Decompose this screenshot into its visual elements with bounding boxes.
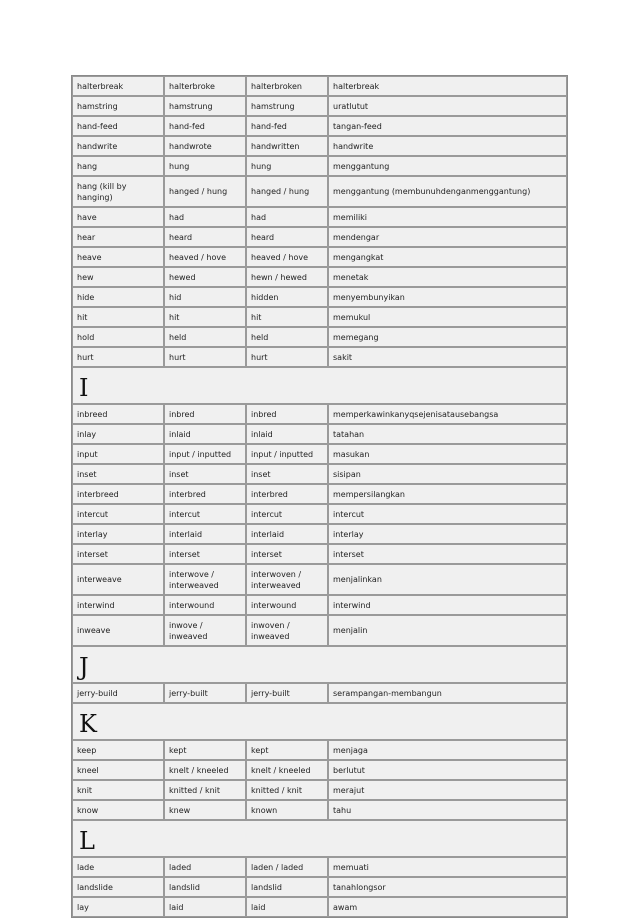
table-row [72,524,567,544]
base-form-cell: handwrite [72,136,164,156]
past-participle-cell: landslid [246,877,328,897]
table-row [72,227,567,247]
past-tense-cell: interset [164,544,246,564]
past-participle-cell: intercut [246,504,328,524]
translation-cell: memuati [328,857,567,877]
translation-cell: uratlutut [328,96,567,116]
translation-cell: tatahan [328,424,567,444]
past-tense-cell: heard [164,227,246,247]
base-form-cell: interbreed [72,484,164,504]
translation-cell: menjalin [328,615,567,646]
past-participle-cell: hamstrung [246,96,328,116]
base-form-cell: landslide [72,877,164,897]
past-participle-cell: interwoven / interweaved [246,564,328,595]
past-participle-cell: hurt [246,347,328,367]
past-tense-cell: hung [164,156,246,176]
base-form-cell: hide [72,287,164,307]
base-form-cell: knit [72,780,164,800]
translation-cell: memiliki [328,207,567,227]
base-form-cell: hang [72,156,164,176]
base-form-cell: keep [72,740,164,760]
translation-cell: handwrite [328,136,567,156]
past-tense-cell: inset [164,464,246,484]
past-participle-cell: inset [246,464,328,484]
base-form-cell: inlay [72,424,164,444]
base-form-cell: interweave [72,564,164,595]
base-form-cell: intercut [72,504,164,524]
past-tense-cell: halterbroke [164,76,246,96]
past-participle-cell: interset [246,544,328,564]
translation-cell: merajut [328,780,567,800]
base-form-cell: hew [72,267,164,287]
past-participle-cell: had [246,207,328,227]
base-form-cell: halterbreak [72,76,164,96]
base-form-cell: hamstring [72,96,164,116]
translation-cell: mendengar [328,227,567,247]
past-tense-cell: handwrote [164,136,246,156]
document-page [71,75,566,918]
base-form-cell: input [72,444,164,464]
translation-cell: tahu [328,800,567,820]
past-tense-cell: interwound [164,595,246,615]
table-row [72,464,567,484]
past-tense-cell: laded [164,857,246,877]
base-form-cell: know [72,800,164,820]
past-tense-cell: hewed [164,267,246,287]
past-tense-cell: knitted / knit [164,780,246,800]
past-tense-cell: interbred [164,484,246,504]
table-row [72,156,567,176]
past-tense-cell: interlaid [164,524,246,544]
base-form-cell: hand-feed [72,116,164,136]
section-letter-heading: K [72,703,567,740]
past-tense-cell: had [164,207,246,227]
table-row [72,424,567,444]
past-tense-cell: hit [164,307,246,327]
translation-cell: sakit [328,347,567,367]
translation-cell: memukul [328,307,567,327]
table-row [72,897,567,917]
past-tense-cell: inbred [164,404,246,424]
past-tense-cell: kept [164,740,246,760]
past-participle-cell: heaved / hove [246,247,328,267]
table-row [72,484,567,504]
past-participle-cell: inlaid [246,424,328,444]
past-tense-cell: jerry-built [164,683,246,703]
table-row [72,136,567,156]
past-tense-cell: inwove / inweaved [164,615,246,646]
past-participle-cell: held [246,327,328,347]
translation-cell: interwind [328,595,567,615]
past-participle-cell: kept [246,740,328,760]
translation-cell: menyembunyikan [328,287,567,307]
table-row [72,504,567,524]
past-participle-cell: heard [246,227,328,247]
irregular-verbs-table [71,75,568,918]
base-form-cell: hurt [72,347,164,367]
translation-cell: menggantung (membunuhdenganmenggantung) [328,176,567,207]
table-row [72,76,567,96]
past-participle-cell: known [246,800,328,820]
past-participle-cell: hung [246,156,328,176]
table-row [72,247,567,267]
past-participle-cell: halterbroken [246,76,328,96]
table-row [72,96,567,116]
past-tense-cell: laid [164,897,246,917]
translation-cell: menetak [328,267,567,287]
past-tense-cell: interwove / interweaved [164,564,246,595]
past-participle-cell: interwound [246,595,328,615]
translation-cell: interset [328,544,567,564]
table-row [72,857,567,877]
translation-cell: berlutut [328,760,567,780]
past-participle-cell: hit [246,307,328,327]
table-row [72,287,567,307]
past-participle-cell: knelt / kneeled [246,760,328,780]
base-form-cell: jerry-build [72,683,164,703]
past-participle-cell: laden / laded [246,857,328,877]
past-tense-cell: heaved / hove [164,247,246,267]
base-form-cell: interset [72,544,164,564]
past-tense-cell: intercut [164,504,246,524]
translation-cell: interlay [328,524,567,544]
base-form-cell: have [72,207,164,227]
translation-cell: tanahlongsor [328,877,567,897]
section-letter-row [72,646,567,683]
table-row [72,780,567,800]
translation-cell: menjalinkan [328,564,567,595]
table-row [72,444,567,464]
section-letter-row [72,703,567,740]
base-form-cell: hold [72,327,164,347]
table-row [72,116,567,136]
translation-cell: tangan-feed [328,116,567,136]
past-tense-cell: hurt [164,347,246,367]
translation-cell: awam [328,897,567,917]
table-row [72,327,567,347]
past-participle-cell: laid [246,897,328,917]
table-row [72,877,567,897]
past-participle-cell: interbred [246,484,328,504]
verbs-table-body [72,76,567,917]
table-row [72,595,567,615]
base-form-cell: kneel [72,760,164,780]
past-tense-cell: input / inputted [164,444,246,464]
past-participle-cell: handwritten [246,136,328,156]
base-form-cell: hang (kill by hanging) [72,176,164,207]
table-row [72,347,567,367]
translation-cell: memperkawinkanyqsejenisatausebangsa [328,404,567,424]
section-letter-row [72,367,567,404]
past-tense-cell: knelt / kneeled [164,760,246,780]
table-row [72,267,567,287]
table-row [72,800,567,820]
base-form-cell: inset [72,464,164,484]
past-tense-cell: hid [164,287,246,307]
translation-cell: sisipan [328,464,567,484]
past-participle-cell: hanged / hung [246,176,328,207]
past-participle-cell: hidden [246,287,328,307]
translation-cell: intercut [328,504,567,524]
past-tense-cell: hamstrung [164,96,246,116]
table-row [72,564,567,595]
past-participle-cell: jerry-built [246,683,328,703]
base-form-cell: lay [72,897,164,917]
base-form-cell: lade [72,857,164,877]
past-tense-cell: inlaid [164,424,246,444]
table-row [72,615,567,646]
section-letter-heading: I [72,367,567,404]
table-row [72,683,567,703]
past-participle-cell: knitted / knit [246,780,328,800]
past-tense-cell: hanged / hung [164,176,246,207]
base-form-cell: hit [72,307,164,327]
translation-cell: mempersilangkan [328,484,567,504]
table-row [72,307,567,327]
table-row [72,760,567,780]
base-form-cell: interwind [72,595,164,615]
translation-cell: masukan [328,444,567,464]
past-tense-cell: landslid [164,877,246,897]
translation-cell: menggantung [328,156,567,176]
translation-cell: halterbreak [328,76,567,96]
base-form-cell: inbreed [72,404,164,424]
past-tense-cell: knew [164,800,246,820]
past-participle-cell: inwoven / inweaved [246,615,328,646]
section-letter-heading: L [72,820,567,857]
past-participle-cell: inbred [246,404,328,424]
table-row [72,176,567,207]
base-form-cell: interlay [72,524,164,544]
translation-cell: menjaga [328,740,567,760]
base-form-cell: hear [72,227,164,247]
table-row [72,404,567,424]
translation-cell: memegang [328,327,567,347]
translation-cell: mengangkat [328,247,567,267]
table-row [72,207,567,227]
past-participle-cell: input / inputted [246,444,328,464]
past-participle-cell: hewn / hewed [246,267,328,287]
base-form-cell: inweave [72,615,164,646]
past-tense-cell: hand-fed [164,116,246,136]
past-tense-cell: held [164,327,246,347]
table-row [72,740,567,760]
table-row [72,544,567,564]
base-form-cell: heave [72,247,164,267]
section-letter-heading: J [72,646,567,683]
translation-cell: serampangan-membangun [328,683,567,703]
past-participle-cell: hand-fed [246,116,328,136]
past-participle-cell: interlaid [246,524,328,544]
